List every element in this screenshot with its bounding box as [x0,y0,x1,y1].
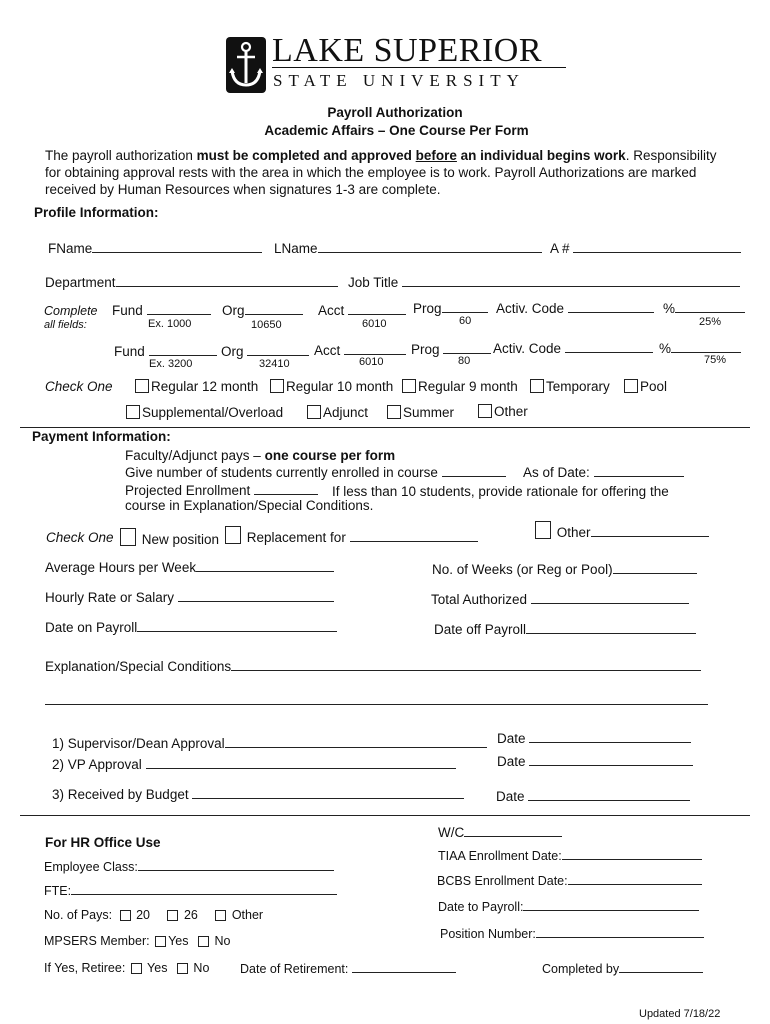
fte-field[interactable] [44,882,337,898]
job-title-label: Job Title [348,275,399,290]
checkbox[interactable] [225,526,241,544]
all-fields-label: all fields: [44,319,87,331]
logo [226,37,266,98]
option-label: Summer [403,405,455,420]
prog-value-1: 60 [459,315,472,327]
weeks-label: No. of Weeks (or Reg or Pool) [432,562,613,577]
less-than-10-text: If less than 10 students, provide rationale for offering the [332,484,669,499]
date-field-1[interactable] [497,730,691,746]
date-to-payroll-field[interactable] [438,898,699,914]
mpsers-member-field [44,934,230,948]
org-value-2: 32410 [259,358,290,370]
option-temporary[interactable] [530,379,610,394]
check-one-label: Check One [45,379,113,394]
anumber-label: A # [550,241,570,256]
anchor-icon [226,37,266,93]
fname-label: FName [48,241,93,256]
option-supplemental-overload[interactable] [126,405,283,420]
fund-value-1: Ex. 1000 [148,318,192,330]
section-divider [20,427,750,428]
other-label: Other [556,525,591,540]
org-label: Org [221,344,244,359]
explanation-line-2[interactable] [45,704,708,705]
option-pool[interactable] [624,379,667,394]
option-label: Regular 9 month [418,379,518,394]
date-of-retirement-label: Date of Retirement: [240,962,349,976]
checkbox[interactable] [307,405,321,419]
yes-label: Yes [168,934,189,948]
checkbox[interactable] [402,379,416,393]
wc-field[interactable] [438,824,562,840]
acct-field-1[interactable] [318,302,406,318]
option-regular-10-month[interactable] [270,379,393,394]
logo-title: LAKE SUPERIOR [272,32,543,69]
budget-received-field[interactable] [52,786,464,802]
retiree-label: If Yes, Retiree: [44,961,126,975]
other-option[interactable] [535,521,709,540]
department-label: Department [45,275,116,290]
option-regular-12-month[interactable] [135,379,258,394]
hourly-rate-field[interactable] [45,589,334,605]
faculty-pays-text: Faculty/Adjunct pays – [125,448,265,463]
intro-line1 [45,148,716,163]
intro-line2: for obtaining approval rests with the area in which the employee is to work. Payroll Authorizations are marked [45,165,697,180]
section-divider [20,815,750,816]
explanation-field[interactable] [45,658,701,674]
activ-label: Activ. Code [493,341,562,356]
activ-field-2[interactable] [493,340,653,356]
fte-label: FTE: [44,884,72,898]
payment-heading: Payment Information: [32,429,171,444]
checkbox[interactable] [126,405,140,419]
option-label: Pool [640,379,668,394]
date-on-payroll-field[interactable] [45,619,337,635]
vp-approval-label: 2) VP Approval [52,757,142,772]
yes-label: Yes [147,961,168,975]
retiree-field [44,961,209,975]
as-of-date-field[interactable] [523,464,684,480]
checkbox[interactable] [624,379,638,393]
position-number-field[interactable] [440,925,704,941]
logo-divider [272,67,566,68]
completed-by-label: Completed by [542,962,620,976]
avg-hours-field[interactable] [45,559,334,575]
supervisor-approval-label: 1) Supervisor/Dean Approval [52,736,225,751]
acct-value-2: 6010 [359,356,384,368]
check-one-label-2: Check One [46,530,114,545]
checkbox-no[interactable] [198,936,209,947]
pct-label: % [659,341,672,356]
date-label: Date [496,789,525,804]
explanation-label: Explanation/Special Conditions [45,659,232,674]
budget-received-label: 3) Received by Budget [52,787,189,802]
fund-label: Fund [114,344,145,359]
mpsers-label: MPSERS Member: [44,934,150,948]
position-number-label: Position Number: [440,927,536,941]
checkbox-yes[interactable] [155,936,166,947]
pays-other-label: Other [231,908,264,922]
no-label: No [193,961,210,975]
department-field[interactable] [45,274,338,290]
org-label: Org [222,303,245,318]
employee-class-field[interactable] [44,858,334,874]
date-of-retirement-field[interactable] [240,960,456,976]
date-label: Date [497,754,526,769]
pct-value-2: 75% [704,354,727,366]
students-enrolled-label: Give number of students currently enrolled in course [125,465,438,480]
anumber-field[interactable] [550,240,741,256]
option-adjunct[interactable] [307,405,368,420]
intro-bold2: an individual begins work [456,148,626,163]
faculty-pays-bold: one course per form [264,448,396,463]
checkbox[interactable] [387,405,401,419]
tiaa-label: TIAA Enrollment Date: [438,849,562,863]
prog-field-1[interactable] [413,300,488,316]
checkbox[interactable] [478,404,492,418]
weeks-field[interactable] [432,561,697,577]
acct-label: Acct [318,303,345,318]
fund-field-1[interactable] [112,302,211,318]
course-in-text: course in Explanation/Special Conditions. [125,498,374,513]
bcbs-enrollment-field[interactable] [437,872,702,888]
number-of-pays-label: No. of Pays: [44,908,113,922]
prog-label: Prog [411,342,440,357]
date-field-3[interactable] [496,788,690,804]
org-field-1[interactable] [222,302,303,318]
fname-field[interactable] [48,240,262,256]
date-on-payroll-label: Date on Payroll [45,620,138,635]
intro-text: The payroll authorization [45,148,197,163]
replacement-label: Replacement for [246,530,346,545]
form-subtitle: Academic Affairs – One Course Per Form [264,123,529,138]
checkbox-20[interactable] [120,910,131,921]
checkbox[interactable] [535,521,551,539]
activ-label: Activ. Code [496,301,565,316]
lname-label: LName [274,241,318,256]
lname-field[interactable] [274,240,542,256]
new-position-label: New position [141,532,220,547]
option-label: Regular 10 month [286,379,394,394]
projected-enrollment-label: Projected Enrollment [125,483,251,498]
pct-field-2[interactable] [659,340,741,356]
checkbox-26[interactable] [167,910,178,921]
checkbox-retiree-yes[interactable] [131,963,142,974]
intro-bold: must be completed and approved [196,148,416,163]
option-regular-9-month[interactable] [402,379,518,394]
students-enrolled-field[interactable] [125,464,506,480]
tiaa-enrollment-field[interactable] [438,847,702,863]
faculty-pays-line [125,448,395,463]
option-summer[interactable] [387,405,454,420]
wc-label: W/C [438,825,465,840]
checkbox-other[interactable] [215,910,226,921]
option-other[interactable] [478,404,528,419]
pct-label: % [663,301,676,316]
fund-value-2: Ex. 3200 [149,358,193,370]
bcbs-label: BCBS Enrollment Date: [437,874,568,888]
pct-value-1: 25% [699,316,722,328]
supervisor-approval-field[interactable] [52,735,487,751]
as-of-date-label: As of Date: [523,465,590,480]
pays-20-label: 20 [136,908,150,922]
job-title-field[interactable] [348,274,740,290]
complete-label: Complete [44,304,98,318]
option-label: Temporary [546,379,610,394]
projected-enrollment-field[interactable] [125,482,318,498]
intro-text2: . Responsibility [625,148,717,163]
vp-approval-field[interactable] [52,756,456,772]
org-value-1: 10650 [251,319,282,331]
intro-line3: received by Human Resources when signatures 1-3 are complete. [45,182,441,197]
replacement-option[interactable] [225,526,478,545]
prog-label: Prog [413,301,442,316]
profile-heading: Profile Information: [34,205,159,220]
employee-class-label: Employee Class: [44,860,138,874]
date-off-payroll-field[interactable] [434,621,696,637]
date-off-payroll-label: Date off Payroll [434,622,527,637]
acct-label: Acct [314,343,341,358]
avg-hours-label: Average Hours per Week [45,560,197,575]
prog-field-2[interactable] [411,341,491,357]
form-title: Payroll Authorization [327,105,463,120]
pct-field-1[interactable] [663,300,745,316]
hourly-rate-label: Hourly Rate or Salary [45,590,175,605]
option-label: Other [494,404,528,419]
pays-26-label: 26 [183,908,198,922]
checkbox-retiree-no[interactable] [177,963,188,974]
fund-label: Fund [112,303,143,318]
total-authorized-field[interactable] [431,591,689,607]
checkbox[interactable] [120,528,136,546]
total-authorized-label: Total Authorized [431,592,528,607]
completed-by-field[interactable] [542,960,703,976]
checkbox[interactable] [270,379,284,393]
acct-value-1: 6010 [362,318,387,330]
org-field-2[interactable] [221,343,309,359]
option-label: Supplemental/Overload [142,405,284,420]
date-to-payroll-label: Date to Payroll: [438,900,524,914]
intro-before: before [415,148,457,163]
date-label: Date [497,731,526,746]
new-position-option[interactable] [120,528,219,547]
logo-subtitle: STATE UNIVERSITY [273,71,525,90]
checkbox[interactable] [135,379,149,393]
option-label: Adjunct [323,405,369,420]
fund-field-2[interactable] [114,343,217,359]
updated-date: Updated 7/18/22 [639,1008,721,1020]
checkbox[interactable] [530,379,544,393]
prog-value-2: 80 [458,355,471,367]
no-label: No [214,934,231,948]
option-label: Regular 12 month [151,379,259,394]
date-field-2[interactable] [497,753,693,769]
number-of-pays-field [44,908,263,922]
activ-field-1[interactable] [496,300,654,316]
hr-heading: For HR Office Use [45,835,161,850]
